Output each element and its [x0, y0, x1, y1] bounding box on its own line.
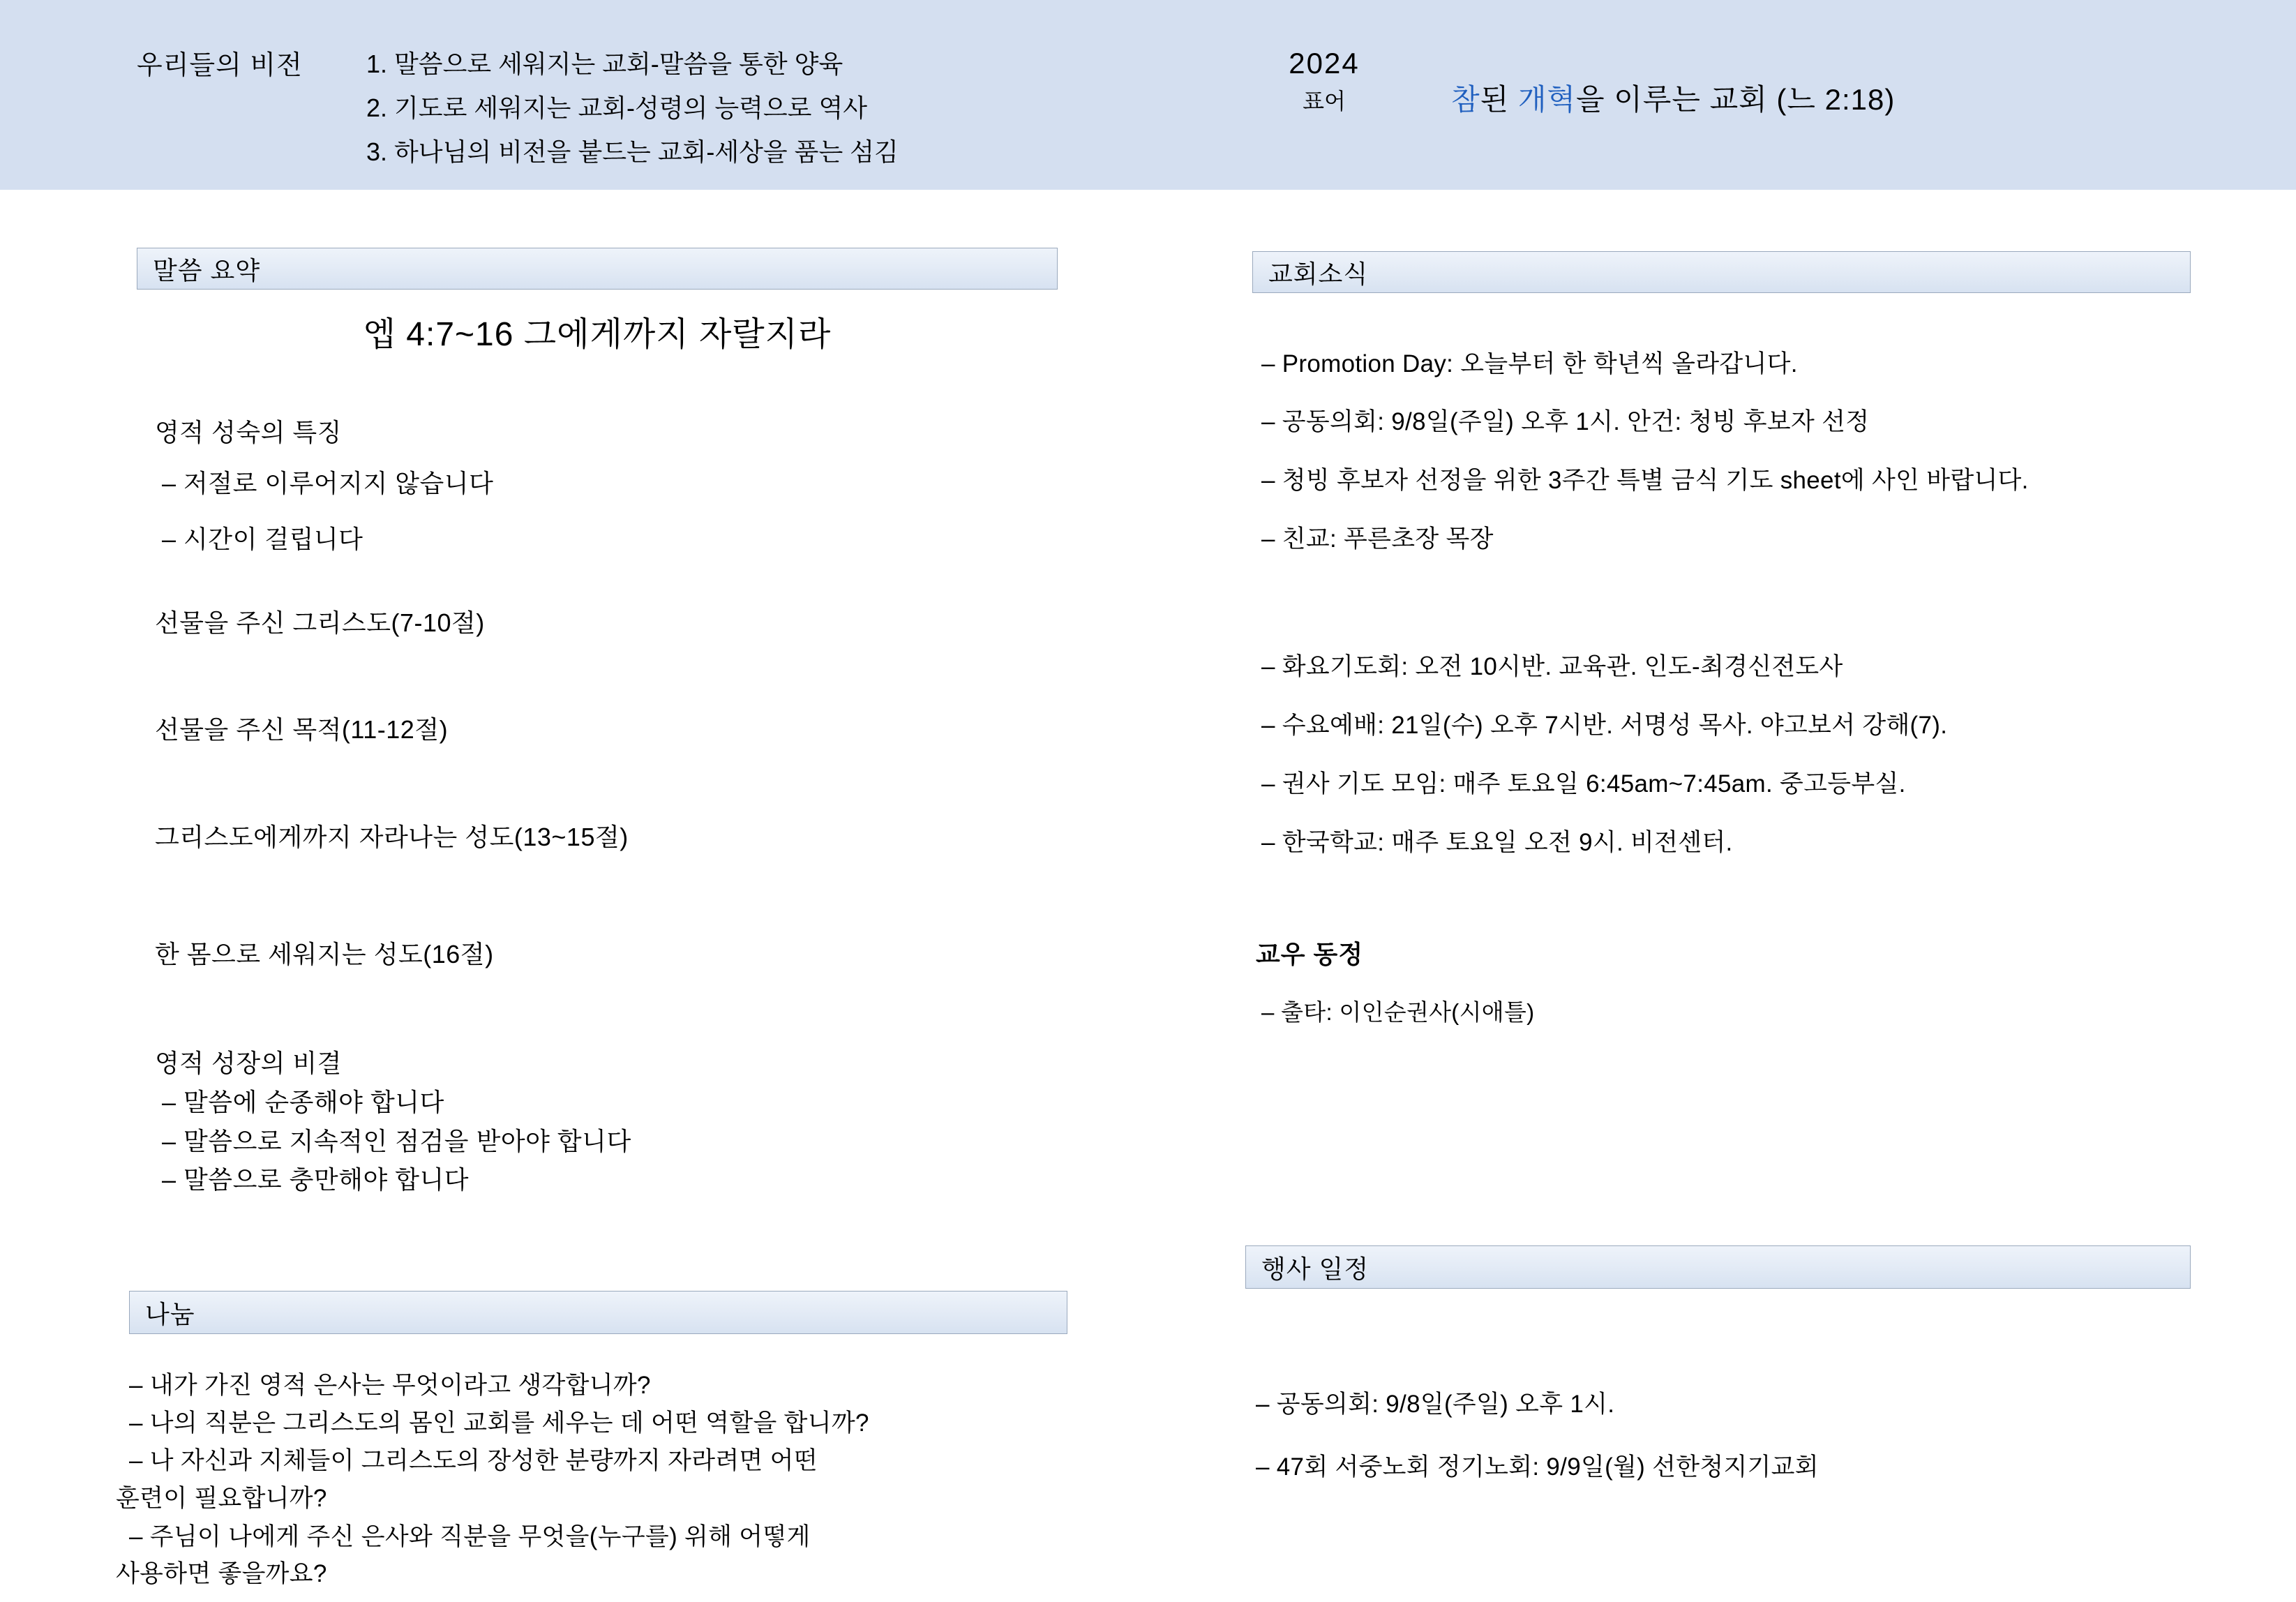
motto-highlight-1: 참 — [1451, 83, 1480, 116]
sermon-line-3: ‒ 시간이 걸립니다 — [162, 525, 363, 553]
vision-label: 우리들의 비전 — [137, 51, 303, 80]
sermon-line-5: 선물을 주신 목적(11-12절) — [155, 715, 449, 744]
year-motto-label: 표어 — [1303, 89, 1346, 114]
member-news-title: 교우 동정 — [1256, 940, 1364, 968]
church-news-item-7: ‒ 권사 기도 모임: 매주 토요일 6:45am~7:45am. 중고등부실. — [1261, 770, 1906, 798]
section-header-sermon — [137, 248, 1058, 290]
sermon-title: 엡 4:7~16 그에게까지 자랄지라 — [363, 316, 832, 353]
sermon-line-11: ‒ 말씀으로 충만해야 합니다 — [162, 1165, 470, 1194]
event-item-2: ‒ 47회 서중노회 정기노회: 9/9일(월) 선한청지기교회 — [1256, 1453, 1819, 1481]
church-news-item-8: ‒ 한국학교: 매주 토요일 오전 9시. 비전센터. — [1261, 829, 1733, 856]
vision-list — [366, 42, 899, 174]
sermon-line-2: ‒ 저절로 이루어지지 않습니다 — [162, 469, 494, 497]
section-header-church-news-label: 교회소식 — [1268, 259, 1369, 288]
church-news-item-3: ‒ 청빙 후보자 선정을 위한 3주간 특별 금식 기도 sheet에 사인 바랍니다. — [1261, 467, 2029, 494]
section-header-events — [1245, 1245, 2191, 1289]
section-header-church-news — [1252, 251, 2191, 293]
sermon-line-6: 그리스도에게까지 자라나는 성도(13~15절) — [155, 823, 629, 851]
sermon-line-1: 영적 성숙의 특징 — [155, 418, 342, 447]
event-item-1: ‒ 공동의회: 9/8일(주일) 오후 1시. — [1256, 1391, 1615, 1418]
sermon-line-7: 한 몸으로 세워지는 성도(16절) — [155, 940, 494, 968]
church-news-item-5: ‒ 화요기도회: 오전 10시반. 교육관. 인도-최경신전도사 — [1261, 653, 1843, 680]
sermon-line-10: ‒ 말씀으로 지속적인 점검을 받아야 합니다 — [162, 1127, 631, 1155]
sharing-line-1: ‒ 내가 가진 영적 은사는 무엇이라고 생각합니까? — [129, 1372, 651, 1399]
motto-plain-2: 을 이루는 교회 (느 2:18) — [1575, 83, 1896, 116]
sermon-line-9: ‒ 말씀에 순종해야 합니다 — [162, 1088, 444, 1116]
member-news-item-1: ‒ 출타: 이인순권사(시애틀) — [1261, 999, 1535, 1025]
section-header-sharing-label: 나눔 — [145, 1299, 195, 1328]
sharing-line-6: 사용하면 좋을까요? — [116, 1560, 327, 1587]
sharing-line-2: ‒ 나의 직분은 그리스도의 몸인 교회를 세우는 데 어떤 역할을 합니까? — [129, 1409, 869, 1437]
year-number: 2024 — [1289, 47, 1360, 80]
motto-highlight-2: 개혁 — [1517, 83, 1576, 116]
sermon-line-4: 선물을 주신 그리스도(7-10절) — [155, 608, 485, 637]
church-news-item-1: ‒ Promotion Day: 오늘부터 한 학년씩 올라갑니다. — [1261, 350, 1798, 377]
annual-motto — [1451, 77, 1895, 119]
church-news-item-2: ‒ 공동의회: 9/8일(주일) 오후 1시. 안건: 청빙 후보자 선정 — [1261, 408, 1870, 435]
church-news-item-6: ‒ 수요예배: 21일(수) 오후 7시반. 서명성 목사. 야고보서 강해(7). — [1261, 712, 1948, 739]
sharing-line-3: ‒ 나 자신과 지체들이 그리스도의 장성한 분량까지 자라려면 어떤 — [129, 1447, 818, 1474]
sermon-line-8: 영적 성장의 비결 — [155, 1049, 342, 1077]
vision-item-3: 3. 하나님의 비전을 붙드는 교회-세상을 품는 섬김 — [366, 137, 899, 166]
vision-item-1: 1. 말씀으로 세워지는 교회-말씀을 통한 양육 — [366, 50, 843, 78]
sharing-line-5: ‒ 주님이 나에게 주신 은사와 직분을 무엇을(누구를) 위해 어떻게 — [129, 1523, 811, 1550]
section-header-events-label: 행사 일정 — [1261, 1254, 1370, 1283]
header-band — [0, 0, 2296, 190]
vision-item-2: 2. 기도로 세워지는 교회-성령의 능력으로 역사 — [366, 93, 867, 122]
motto-plain-1: 된 — [1480, 83, 1518, 116]
year-block — [1261, 47, 1387, 117]
church-news-item-4: ‒ 친교: 푸른초장 목장 — [1261, 525, 1494, 553]
sharing-line-4: 훈련이 필요합니까? — [116, 1485, 327, 1512]
section-header-sermon-label: 말씀 요약 — [153, 255, 261, 285]
section-header-sharing — [129, 1291, 1067, 1334]
